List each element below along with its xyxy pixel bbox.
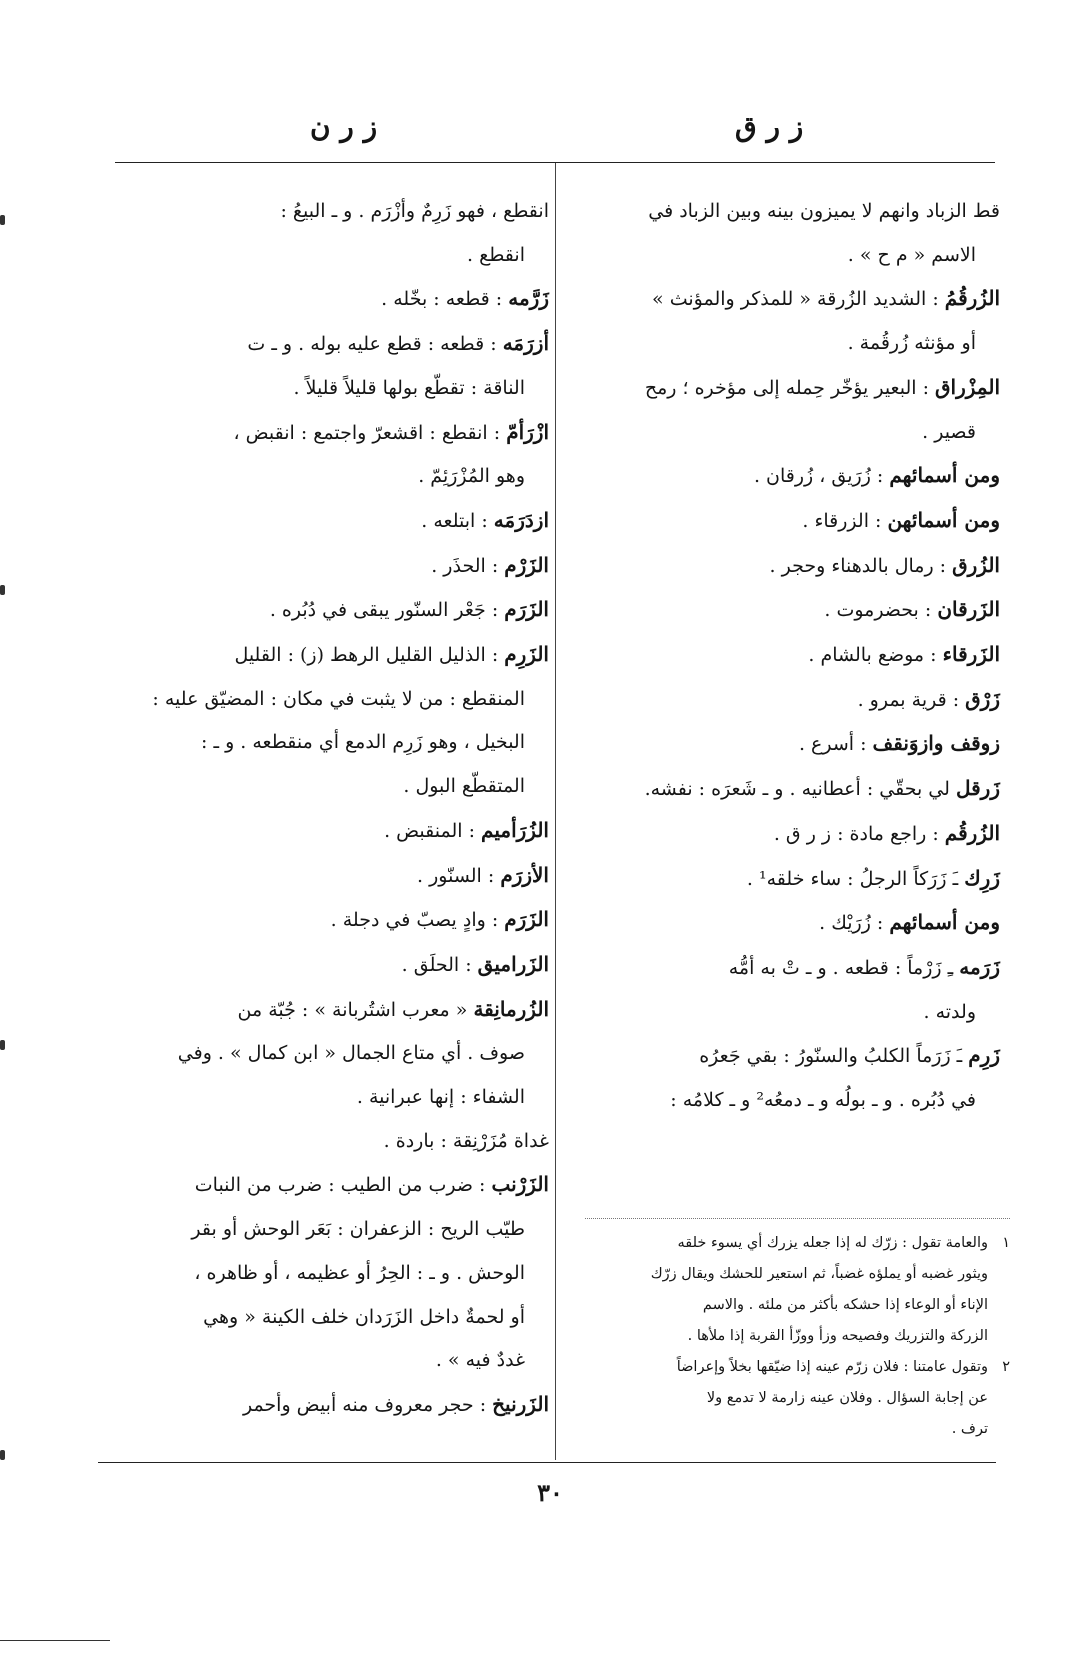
entry-text: البخيل ، وهو زَرِم الدمع أي منقطعه . و ـ : — [201, 731, 525, 754]
entry-text: انقطع . — [467, 243, 525, 266]
entry-line — [570, 411, 1000, 455]
scan-edge-line — [0, 1640, 110, 1641]
entry-line — [570, 991, 1000, 1035]
headword: أزرَمَه — [502, 331, 549, 356]
entry-line — [570, 277, 1000, 322]
entry-line — [570, 722, 1000, 767]
entry-text: لي بحقّي : أعطانيه . و ـ شَعرَه : نفشه. — [644, 778, 956, 801]
headword: ومن أسمائهن — [887, 507, 1000, 532]
entry-line — [570, 678, 1000, 723]
entry-text: : ابتلعه . — [421, 509, 494, 532]
entry-text: : بحضرموت . — [824, 599, 938, 622]
headword: الزُرمانِقة — [473, 996, 549, 1021]
entry-line — [112, 1120, 549, 1164]
entry-line — [112, 678, 549, 722]
entry-text: الوحش . و ـ : الحِرُ أو عظيمه ، أو ظاهره ، — [194, 1261, 525, 1284]
entry-line — [570, 1079, 1000, 1123]
entry-text: الشفاء : إنها عبرانية . — [356, 1086, 525, 1109]
footnote-line: والعامة تقول : زرّك له إذا جعله يزرك أي يسوء خلقه — [677, 1235, 988, 1251]
footnote — [585, 1352, 1010, 1445]
entry-text: صوف . أي متاع الجمال « ابن كمال » . وفي — [177, 1042, 525, 1065]
scan-edge-mark — [0, 215, 5, 225]
headword: زَرِم — [968, 1043, 1000, 1068]
headword: الأزرَم — [500, 862, 549, 887]
entry-text: قط الزباد وانهم لا يميزون بينه وبين الزباد في — [648, 200, 1000, 222]
entry-text: أو لحمةٌ داخل الزَرَدان خلف الكينة « وهي — [203, 1305, 525, 1328]
footnote-line: الإناء أو الوعاء إذا حشكه بأكثر من ملئه . والاسم — [702, 1297, 988, 1313]
entry-text: ولدته . — [923, 1000, 976, 1023]
entry-line — [570, 190, 1000, 234]
headword: الزُرقُمُ — [944, 286, 1000, 311]
scan-edge-mark — [0, 585, 5, 595]
entry-text: غددٌ فيه » . — [435, 1349, 525, 1372]
headword: ازدَرَمَه — [493, 507, 549, 532]
left-column-root-heading: ز ر ن — [310, 110, 378, 143]
entry-text: : أسرع . — [798, 733, 873, 756]
entry-line — [570, 1034, 1000, 1079]
footnote-line: وتقول عامتنا : فلان زرّم عينه إذا ضيّقها بخلاً وإعراضاً — [676, 1359, 988, 1375]
bottom-rule — [98, 1462, 996, 1463]
entry-line — [570, 322, 1000, 366]
entry-text: الاسم « م ح » . — [847, 243, 976, 266]
entry-line — [112, 367, 549, 411]
entry-line — [112, 1339, 549, 1383]
entry-line — [570, 499, 1000, 544]
entry-line — [112, 1252, 549, 1296]
headword: زَرقل — [955, 776, 1000, 801]
headword: ومن أسمائهم — [889, 463, 1000, 488]
entry-line — [112, 1296, 549, 1340]
entry-line — [112, 898, 549, 943]
footnote-line: ترف . — [951, 1421, 988, 1437]
headword: ومن أسمائهم — [889, 910, 1000, 935]
entry-line — [112, 277, 549, 322]
headword: الزَرنيخ — [492, 1391, 549, 1416]
headword: الزَرِم — [504, 642, 549, 667]
footnote-line: الزركة والتزريك وفصيحه وزأ ووزّأ القربة إذا ملأها . — [687, 1328, 988, 1344]
entry-text: المنقطع : من لا يثبت في مكان : المضيّق عليه : — [152, 687, 525, 710]
entry-text: : انقطع : اقشعرّ واجتمع : انقبض ، — [233, 421, 507, 444]
footnote — [585, 1228, 1010, 1352]
entry-text: : الشديد الزُرقة « للمذكر والمؤنث » — [652, 288, 945, 311]
entry-line — [112, 809, 549, 854]
entry-text: : زُرَيق ، زُرقان . — [753, 465, 890, 488]
entry-text: : السنّور . — [417, 864, 501, 887]
scan-edge-mark — [0, 1040, 5, 1050]
headword: زوقف وازوَنقف — [872, 731, 1000, 756]
entry-line — [112, 1076, 549, 1120]
entry-text: المتقطّع البول . — [403, 775, 525, 798]
page-number: ٣٠ — [537, 1478, 563, 1507]
entry-text: ـَ زَرَماً الكلبُ والسنّورُ : بقي جَعرُه — [699, 1045, 969, 1068]
entry-line — [112, 544, 549, 589]
right-column — [570, 190, 1000, 1123]
entry-line — [570, 234, 1000, 278]
entry-line — [570, 544, 1000, 589]
entry-text: ـِ زَرْماً : قطعه . و ـ تْ به أمُّه — [728, 956, 960, 979]
entry-line — [112, 322, 549, 367]
entry-text: « معرب اشتُربانة » : جُبّة من — [237, 998, 474, 1021]
entry-text: انقطع ، فهو زَرِمٌ وأزْرَم . و ـ البيعُ : — [280, 200, 549, 222]
headword: زَرْق — [965, 686, 1000, 711]
entry-line — [112, 988, 549, 1033]
headword: الزَرَم — [504, 907, 549, 932]
headword: زَرَمه — [959, 954, 1000, 979]
footnote-number: ١ — [1002, 1235, 1010, 1251]
entry-text: : الحلَق . — [401, 953, 478, 976]
entry-line — [112, 633, 549, 678]
entry-text: الناقة : تقطّع بولها قليلاً قليلاً . — [293, 376, 525, 399]
entry-text: : الزرقاء . — [802, 509, 888, 532]
entry-line — [570, 588, 1000, 633]
entry-text: طيّب الريح : الزعفران : بَعَر الوحش أو بقر — [191, 1218, 525, 1241]
headword: الزَرَم — [504, 597, 549, 622]
entry-text: : راجع مادة : ز ر ق . — [773, 822, 945, 845]
entry-line — [112, 943, 549, 988]
entry-text: : ضرب من الطيب : ضرب من النبات — [194, 1174, 492, 1197]
entry-text: : جَعْر السنّور يبقى في دُبُره . — [269, 599, 505, 622]
entry-text: : زُرَيْك . — [819, 912, 890, 935]
entry-line — [112, 854, 549, 899]
headword: الزَرقاء — [942, 642, 1000, 667]
footnotes — [585, 1228, 1010, 1445]
headword: الزُرَأميم — [481, 817, 549, 842]
entry-line — [112, 1208, 549, 1252]
entry-text: ـَ زَرَكاً الرجلُ : ساء خلقه¹ . — [746, 867, 965, 890]
entry-line — [570, 946, 1000, 991]
entry-line — [112, 1163, 549, 1208]
footnote-line: ويثور غضبه أو يملؤه غضباً، ثم استعير للحشك ويقال زرّك — [650, 1266, 988, 1282]
entry-text: : حجر معروف منه أبيض وأحمر — [242, 1393, 493, 1416]
entry-text: : قطعه : بخّله . — [381, 288, 509, 311]
entry-text: : رمال بالدهناء وحجر . — [769, 554, 953, 577]
entry-text: : الذليل القليل الرهط (ز) : القليل — [234, 644, 505, 667]
entry-text: : قطعه : قطع عليه بوله . و ـ ت — [247, 333, 503, 356]
entry-text: أو مؤنثه زُرقُمة . — [847, 332, 976, 355]
entry-line — [112, 1383, 549, 1428]
entry-line — [570, 812, 1000, 857]
scan-edge-mark — [0, 1450, 5, 1460]
entry-line — [570, 633, 1000, 678]
entry-text: وهو المُزْرَئِمّ . — [418, 465, 525, 488]
entry-line — [570, 901, 1000, 946]
column-separator — [555, 163, 556, 1460]
entry-line — [112, 588, 549, 633]
entry-line — [112, 721, 549, 765]
headword: الزُرق — [952, 552, 1000, 577]
headword: ازْرَأمّ — [506, 419, 549, 444]
entry-line — [112, 234, 549, 278]
headword: الزَرقان — [937, 597, 1000, 622]
entry-line — [112, 765, 549, 809]
left-column — [112, 190, 549, 1428]
headword: المِزْراق — [935, 374, 1000, 399]
entry-line — [112, 499, 549, 544]
footnote-line: عن إجابة السؤال . وفلان عينه زارمة لا تدمع ولا — [706, 1390, 988, 1406]
entry-line — [570, 454, 1000, 499]
entry-line — [112, 411, 549, 456]
headword: الزَرْم — [504, 552, 549, 577]
entry-text: : الحذَر . — [431, 554, 505, 577]
entry-line — [112, 190, 549, 234]
entry-line — [570, 857, 1000, 902]
headword: الزُرقُم — [944, 820, 1000, 845]
footnote-number: ٢ — [1002, 1359, 1010, 1375]
entry-line — [570, 767, 1000, 812]
right-column-root-heading: ز ر ق — [735, 110, 804, 143]
entry-line — [112, 455, 549, 499]
headword: الزَراميق — [477, 951, 549, 976]
entry-text: : المنقبض . — [384, 819, 482, 842]
entry-text: : قرية بمرو . — [857, 688, 966, 711]
entry-text: في دُبُره . و ـ بولُه و ـ دمعُه² و ـ كلامُه : — [670, 1089, 976, 1112]
entry-text: قصير . — [922, 420, 976, 443]
entry-text: : وادٍ يصبّ في دجلة . — [330, 909, 505, 932]
headword: زَرِك — [964, 865, 1000, 890]
entry-text: : البعير يؤخّر حِمله إلى مؤخره ؛ رمح — [644, 376, 936, 399]
entry-text: : موضع بالشام . — [808, 644, 943, 667]
entry-line — [112, 1032, 549, 1076]
entry-text: غداة مُزَرْنِقة : باردة . — [383, 1129, 549, 1152]
headword: زَرَّمه — [508, 286, 549, 311]
entry-line — [570, 366, 1000, 411]
footnote-separator — [585, 1218, 1010, 1219]
headword: الزَرْنب — [491, 1172, 549, 1197]
